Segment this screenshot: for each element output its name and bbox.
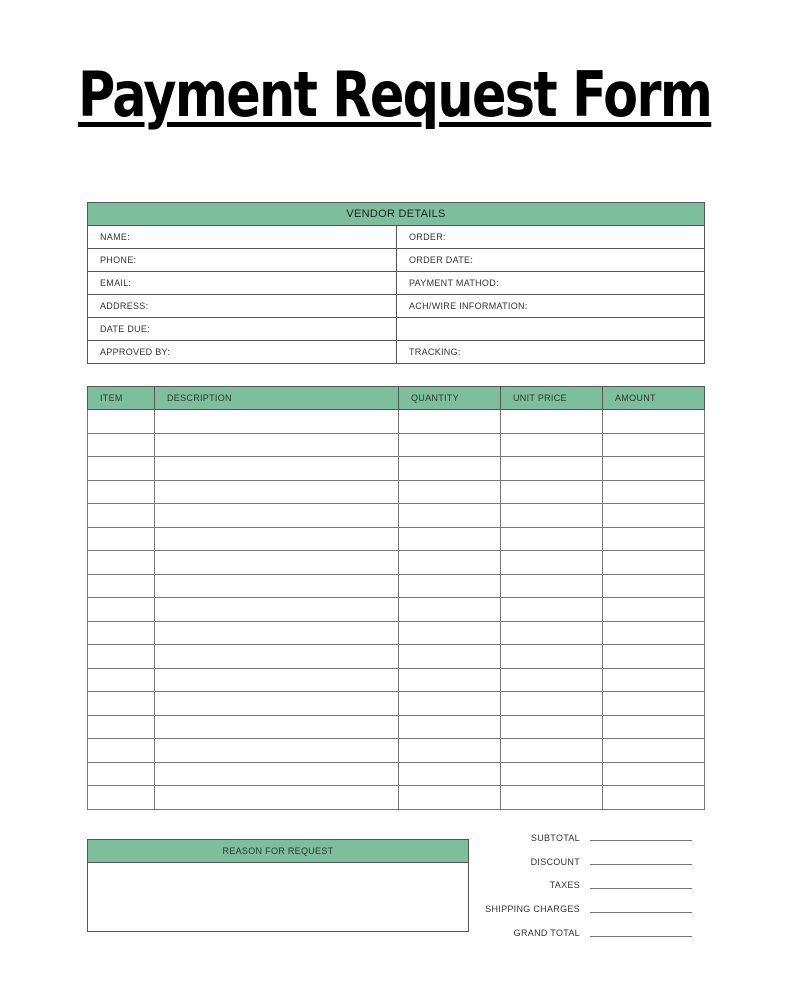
table-row	[88, 480, 705, 504]
amount-cell[interactable]	[603, 433, 705, 457]
amount-cell[interactable]	[603, 551, 705, 575]
table-row	[88, 786, 705, 810]
table-row	[88, 621, 705, 645]
item-cell[interactable]	[88, 762, 155, 786]
vendor-row	[88, 272, 705, 295]
item-cell[interactable]	[88, 715, 155, 739]
quantity-cell[interactable]	[399, 715, 501, 739]
shipping-label: SHIPPING CHARGES	[485, 904, 580, 915]
description-cell[interactable]	[155, 645, 399, 669]
taxes-row	[470, 874, 710, 898]
table-row	[88, 715, 705, 739]
unit-price-cell[interactable]	[501, 504, 603, 528]
item-cell[interactable]	[88, 621, 155, 645]
taxes-label: TAXES	[549, 880, 580, 891]
amount-cell[interactable]	[603, 574, 705, 598]
grand-total-row	[470, 921, 710, 945]
tracking-field[interactable]: TRACKING:	[397, 341, 705, 364]
discount-line[interactable]	[590, 864, 692, 865]
description-cell[interactable]	[155, 410, 399, 434]
description-cell[interactable]	[155, 692, 399, 716]
item-cell[interactable]	[88, 433, 155, 457]
item-cell[interactable]	[88, 480, 155, 504]
subtotal-line[interactable]	[590, 840, 692, 841]
amount-cell[interactable]	[603, 598, 705, 622]
quantity-cell[interactable]	[399, 457, 501, 481]
amount-cell[interactable]	[603, 410, 705, 434]
unit-price-cell[interactable]	[501, 668, 603, 692]
blank-field[interactable]	[397, 318, 705, 341]
description-cell[interactable]	[155, 715, 399, 739]
description-cell[interactable]	[155, 668, 399, 692]
item-cell[interactable]	[88, 527, 155, 551]
description-cell[interactable]	[155, 480, 399, 504]
table-row	[88, 504, 705, 528]
items-body	[88, 410, 705, 810]
table-row	[88, 527, 705, 551]
table-row	[88, 692, 705, 716]
item-cell[interactable]	[88, 457, 155, 481]
quantity-cell[interactable]	[399, 668, 501, 692]
vendor-row	[88, 318, 705, 341]
shipping-row	[470, 897, 710, 921]
description-cell[interactable]	[155, 574, 399, 598]
table-row	[88, 645, 705, 669]
unit-price-cell[interactable]	[501, 692, 603, 716]
amount-cell[interactable]	[603, 457, 705, 481]
unit-price-cell[interactable]	[501, 433, 603, 457]
discount-label: DISCOUNT	[530, 856, 580, 867]
quantity-cell[interactable]	[399, 786, 501, 810]
reason-header: REASON FOR REQUEST	[88, 840, 468, 863]
amount-cell[interactable]	[603, 645, 705, 669]
quantity-cell[interactable]	[399, 739, 501, 763]
unit-price-cell[interactable]	[501, 551, 603, 575]
unit-price-cell[interactable]	[501, 480, 603, 504]
unit-price-cell[interactable]	[501, 457, 603, 481]
description-cell[interactable]	[155, 598, 399, 622]
reason-input[interactable]	[88, 863, 468, 931]
quantity-cell[interactable]	[399, 410, 501, 434]
amount-cell[interactable]	[603, 762, 705, 786]
table-row	[88, 410, 705, 434]
vendor-row	[88, 249, 705, 272]
subtotal-row	[470, 826, 710, 850]
ach-wire-field[interactable]: ACH/WIRE INFORMATION:	[397, 295, 705, 318]
unit-price-cell[interactable]	[501, 762, 603, 786]
vendor-row	[88, 295, 705, 318]
item-cell[interactable]	[88, 786, 155, 810]
table-row	[88, 668, 705, 692]
address-field[interactable]: ADDRESS:	[88, 295, 397, 318]
unit-price-cell[interactable]	[501, 715, 603, 739]
grand-total-label: GRAND TOTAL	[513, 928, 580, 939]
amount-cell[interactable]	[603, 527, 705, 551]
description-cell[interactable]	[155, 786, 399, 810]
description-cell[interactable]	[155, 433, 399, 457]
description-cell[interactable]	[155, 504, 399, 528]
amount-cell[interactable]	[603, 480, 705, 504]
amount-cell[interactable]	[603, 692, 705, 716]
date-due-field[interactable]: DATE DUE:	[88, 318, 397, 341]
items-table	[87, 386, 705, 810]
item-cell[interactable]	[88, 645, 155, 669]
amount-cell[interactable]	[603, 739, 705, 763]
grand-total-line[interactable]	[590, 936, 692, 937]
taxes-line[interactable]	[590, 888, 692, 889]
amount-cell[interactable]	[603, 668, 705, 692]
quantity-cell[interactable]	[399, 621, 501, 645]
reason-for-request-box	[87, 839, 469, 932]
col-item: ITEM	[88, 387, 155, 410]
quantity-cell[interactable]	[399, 574, 501, 598]
description-cell[interactable]	[155, 739, 399, 763]
unit-price-cell[interactable]	[501, 574, 603, 598]
quantity-cell[interactable]	[399, 504, 501, 528]
amount-cell[interactable]	[603, 786, 705, 810]
unit-price-cell[interactable]	[501, 410, 603, 434]
totals-block	[470, 826, 710, 945]
quantity-cell[interactable]	[399, 598, 501, 622]
description-cell[interactable]	[155, 551, 399, 575]
vendor-details-header: VENDOR DETAILS	[88, 203, 705, 226]
amount-cell[interactable]	[603, 621, 705, 645]
payment-method-field[interactable]: PAYMENT MATHOD:	[397, 272, 705, 295]
shipping-line[interactable]	[590, 912, 692, 913]
item-cell[interactable]	[88, 574, 155, 598]
page-title: Payment Request Form	[78, 58, 712, 131]
vendor-row	[88, 226, 705, 249]
item-cell[interactable]	[88, 504, 155, 528]
quantity-cell[interactable]	[399, 645, 501, 669]
quantity-cell[interactable]	[399, 692, 501, 716]
amount-cell[interactable]	[603, 715, 705, 739]
item-cell[interactable]	[88, 692, 155, 716]
unit-price-cell[interactable]	[501, 527, 603, 551]
item-cell[interactable]	[88, 598, 155, 622]
vendor-details-table	[87, 202, 705, 364]
col-amount: AMOUNT	[603, 387, 705, 410]
items-header-row	[88, 387, 705, 410]
unit-price-cell[interactable]	[501, 786, 603, 810]
description-cell[interactable]	[155, 762, 399, 786]
table-row	[88, 739, 705, 763]
phone-field[interactable]: PHONE:	[88, 249, 397, 272]
quantity-cell[interactable]	[399, 527, 501, 551]
amount-cell[interactable]	[603, 504, 705, 528]
unit-price-cell[interactable]	[501, 645, 603, 669]
quantity-cell[interactable]	[399, 762, 501, 786]
subtotal-label: SUBTOTAL	[530, 832, 580, 843]
unit-price-cell[interactable]	[501, 621, 603, 645]
table-row	[88, 457, 705, 481]
item-cell[interactable]	[88, 551, 155, 575]
table-row	[88, 551, 705, 575]
approved-by-field[interactable]: APPROVED BY:	[88, 341, 397, 364]
vendor-row	[88, 341, 705, 364]
description-cell[interactable]	[155, 621, 399, 645]
order-field[interactable]: ORDER:	[397, 226, 705, 249]
col-description: DESCRIPTION	[155, 387, 399, 410]
order-date-field[interactable]: ORDER DATE:	[397, 249, 705, 272]
item-cell[interactable]	[88, 668, 155, 692]
description-cell[interactable]	[155, 457, 399, 481]
unit-price-cell[interactable]	[501, 598, 603, 622]
col-quantity: QUANTITY	[399, 387, 501, 410]
unit-price-cell[interactable]	[501, 739, 603, 763]
email-field[interactable]: EMAIL:	[88, 272, 397, 295]
quantity-cell[interactable]	[399, 551, 501, 575]
description-cell[interactable]	[155, 527, 399, 551]
item-cell[interactable]	[88, 410, 155, 434]
name-field[interactable]: NAME:	[88, 226, 397, 249]
table-row	[88, 598, 705, 622]
discount-row	[470, 850, 710, 874]
quantity-cell[interactable]	[399, 480, 501, 504]
col-unit-price: UNIT PRICE	[501, 387, 603, 410]
table-row	[88, 762, 705, 786]
table-row	[88, 433, 705, 457]
item-cell[interactable]	[88, 739, 155, 763]
table-row	[88, 574, 705, 598]
quantity-cell[interactable]	[399, 433, 501, 457]
